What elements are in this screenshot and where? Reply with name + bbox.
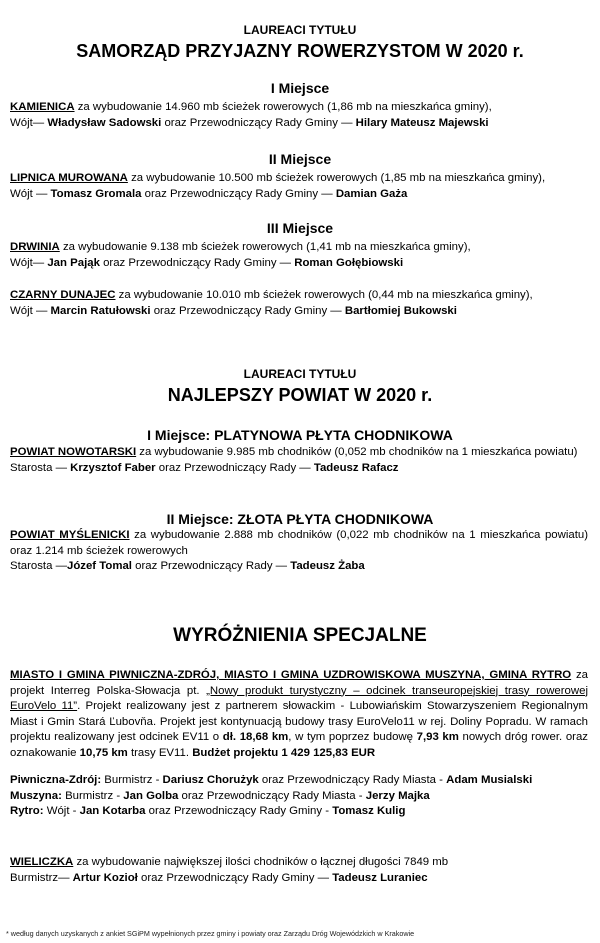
section2-lead: LAUREACI TYTUŁU	[243, 367, 357, 381]
laureate-name: POWIAT NOWOTARSKI	[10, 446, 137, 458]
officials-row: Rytro: Wójt - Jan Kotarba oraz Przewodniczący Rady Gminy - Tomasz Kulig	[10, 805, 406, 817]
chair-name: Bartłomiej Bukowski	[344, 304, 457, 317]
head-name: Władysław Sadowski	[47, 116, 162, 129]
laureate-name: MIASTO I GMINA PIWNICZNA-ZDRÓJ, MIASTO I GMINA UZDROWISKOWA MUSZYNA, GMINA RYTRO	[10, 669, 572, 681]
head-name: Krzysztof Faber	[70, 461, 156, 474]
head-name: Artur Kozioł	[72, 871, 138, 884]
section1-place1-heading: I Miejsce	[270, 80, 330, 96]
officials-row: Piwniczna-Zdrój: Burmistrz - Dariusz Chorużyk oraz Przewodniczący Rady Miasta - Adam Musialski	[10, 774, 533, 786]
chair-name: Roman Gołębiowski	[294, 256, 404, 269]
budget: Budżet projektu 1 429 125,83 EUR	[192, 746, 376, 759]
chair-name: Damian Gaża	[335, 187, 408, 200]
section2-place2-heading: II Miejsce: ZŁOTA PŁYTA CHODNIKOWA	[166, 511, 434, 527]
head-name: Tomasz Gromala	[50, 187, 142, 200]
laureate-name: LIPNICA MUROWANA	[10, 172, 128, 184]
laureate-name: POWIAT MYŚLENICKI	[10, 529, 130, 541]
section1-place3b-text: CZARNY DUNAJEC za wybudowanie 10.010 mb ścieżek rowerowych (0,44 mb na mieszkańca gminy), Wójt — Marcin Ratułowski oraz Przewodniczący Rady Gminy — Bartłomiej Bukowski	[10, 289, 533, 317]
laureate-name: DRWINIA	[10, 241, 60, 253]
section1-lead: LAUREACI TYTUŁU	[243, 23, 357, 37]
project-title: „Nowy produkt turystyczny – odcinek transeuropejskiej trasy rowerowej EuroVelo 11”	[10, 684, 588, 712]
footnote: * według danych uzyskanych z ankiet SGiPM wypełnionych przez gminy i powiaty oraz Zarządu Dróg Wojewódzkich w Krakowie	[6, 929, 415, 938]
laureate-name: KAMIENICA	[10, 101, 75, 113]
section2-title: NAJLEPSZY POWIAT W 2020 r.	[167, 385, 433, 405]
chair-name: Tadeusz Rafacz	[313, 461, 399, 474]
section3-item2-text: WIELICZKA za wybudowanie największej ilości chodników o łącznej długości 7849 mb Burmistrz— Artur Kozioł oraz Przewodniczący Rady Gminy — Tadeusz Luraniec	[10, 856, 449, 884]
officials-row: Muszyna: Burmistrz - Jan Golba oraz Przewodniczący Rady Miasta - Jerzy Majka	[10, 789, 430, 802]
head-name: Jan Pająk	[47, 256, 100, 269]
section2-place1-text: POWIAT NOWOTARSKI za wybudowanie 9.985 mb chodników (0,052 mb chodników na 1 mieszkańca powiatu) Starosta — Krzysztof Faber oraz Przewodniczący Rady — Tadeusz Rafacz	[10, 446, 578, 474]
laureate-name: WIELICZKA	[10, 856, 74, 868]
chair-name: Hilary Mateusz Majewski	[355, 116, 489, 129]
section1-title: SAMORZĄD PRZYJAZNY ROWERZYSTOM W 2020 r.	[76, 41, 524, 61]
section1-place2-text: LIPNICA MUROWANA za wybudowanie 10.500 mb ścieżek rowerowych (1,85 mb na mieszkańca gminy), Wójt — Tomasz Gromala oraz Przewodniczący Rady Gminy — Damian Gaża	[10, 172, 546, 200]
head-name: Józef Tomal	[66, 560, 132, 572]
chair-name: Tadeusz Luraniec	[332, 871, 428, 884]
section1-place3-heading: III Miejsce	[266, 220, 334, 236]
section1-place1-text: KAMIENICA za wybudowanie 14.960 mb ścieżek rowerowych (1,86 mb na mieszkańca gminy), Wójt— Władysław Sadowski oraz Przewodniczący Rady Gminy — Hilary Mateusz Majewski	[10, 101, 492, 129]
section1-place3-text: DRWINIA za wybudowanie 9.138 mb ścieżek rowerowych (1,41 mb na mieszkańca gminy), Wójt— Jan Pająk oraz Przewodniczący Rady Gminy — Roman Gołębiowski	[10, 241, 471, 269]
section3-item1-text: MIASTO I GMINA PIWNICZNA-ZDRÓJ, MIASTO I GMINA UZDROWISKOWA MUSZYNA, GMINA RYTRO za projekt Interreg Polska-Słowacja pt. „Nowy produkt turystyczny – odcinek transeuropejskiej trasy rowerowej EuroVelo 11”. Projekt realizowany jest z partnerem słowackim - Lubowiańskim Stowarzyszeniem Regionalnym Miast i Gmin Stará Ľubovňa. Projekt jest kontynuacją budowy trasy EuroVelo11 w rej. Doliny Popradu. W ramach projektu realizowany jest odcinek EV11 o dł. 18,68 km, w tym poprzez budowę 7,93 km nowych dróg rower. oraz oznakowanie 10,75 km trasy EV11. Budżet projektu 1 429 125,83 EUR	[10, 669, 588, 759]
section2-place1-heading: I Miejsce: PLATYNOWA PŁYTA CHODNIKOWA	[147, 427, 453, 443]
head-name: Marcin Ratułowski	[50, 304, 151, 317]
section3-title: WYRÓŻNIENIA SPECJALNE	[173, 625, 427, 646]
section3-officials	[10, 773, 588, 820]
section2-place2-text: POWIAT MYŚLENICKI za wybudowanie 2.888 mb chodników (0,022 mb chodników na 1 mieszkańca powiatu) oraz 1.214 mb ścieżek rowerowych Starosta —Józef Tomal oraz Przewodniczący Rady — Tadeusz Żaba	[10, 529, 589, 572]
laureate-name: CZARNY DUNAJEC	[10, 289, 116, 301]
chair-name: Tadeusz Żaba	[290, 560, 365, 572]
section1-place2-heading: II Miejsce	[268, 151, 332, 167]
